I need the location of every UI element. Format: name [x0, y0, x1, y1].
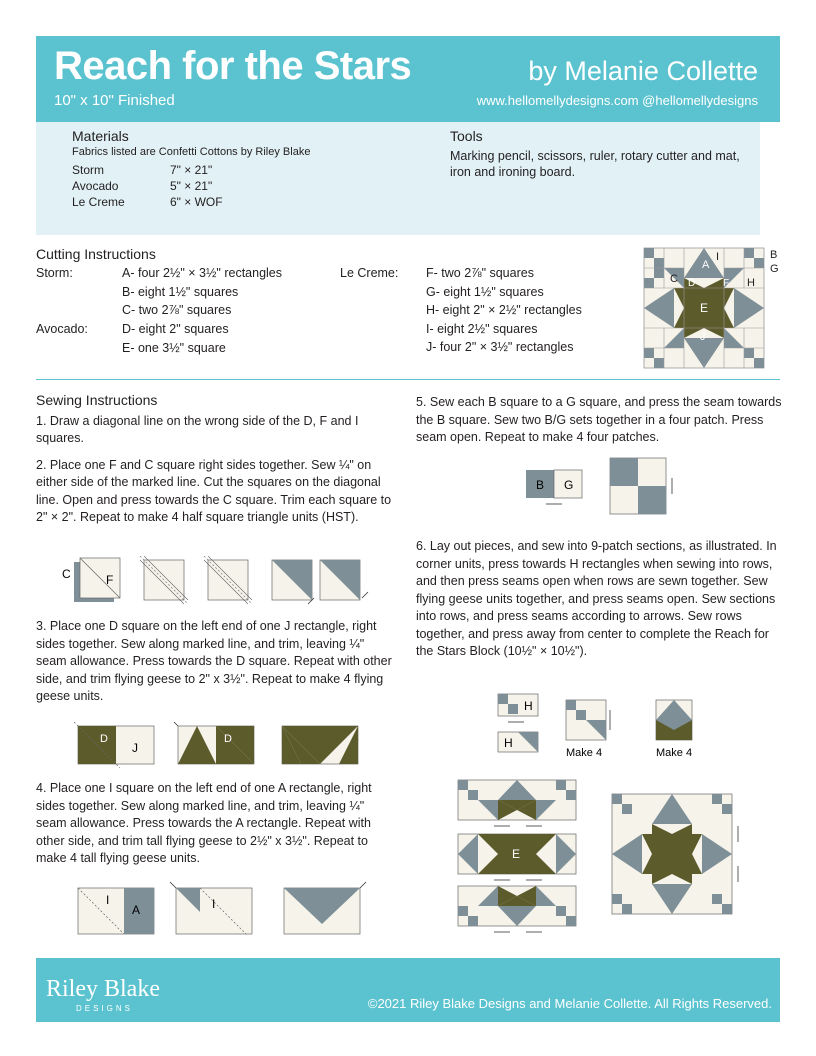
author-byline: by Melanie Collette	[528, 56, 758, 86]
label-f: F	[723, 278, 730, 289]
label-j: J	[132, 741, 138, 755]
materials-row	[72, 178, 310, 194]
step-4-block	[36, 780, 398, 877]
website-link[interactable]: www.hellomellydesigns.com @hellomellydesigns	[476, 93, 758, 108]
assembly-row-bottom	[458, 886, 576, 932]
cut-item: J- four 2" × 3½" rectangles	[426, 340, 574, 354]
riley-blake-logo: Riley Blake	[46, 976, 160, 1002]
cut-item: C- two 2⅞" squares	[122, 303, 232, 317]
copyright-text: ©2021 Riley Blake Designs and Melanie Collette. All Rights Reserved.	[367, 996, 772, 1011]
fabric-qty: 5" × 21"	[170, 179, 213, 193]
logo-subtext: DESIGNS	[76, 1004, 134, 1013]
assembly-row-top	[458, 780, 576, 826]
step-5: 5. Sew each B square to a G square, and press the seam towards the B square. Sew two B/G sets together in a four patch. Press seam open. Repeat to make 4 four patches.	[416, 395, 782, 444]
label-h: H	[524, 699, 533, 713]
materials-note: Fabrics listed are Confetti Cottons by Riley Blake	[72, 146, 311, 158]
tools-text: Marking pencil, scissors, ruler, rotary cutter and mat, iron and ironing board.	[450, 149, 740, 179]
cut-item: D- eight 2" squares	[122, 322, 229, 336]
label-i: I	[106, 893, 110, 907]
fabric-name: Le Creme	[72, 195, 125, 209]
step-2: 2. Place one F and C square right sides together. Sew ¼" on either side of the marked line. Cut the squares on the diagonal line. Open and press towards the C square. Trim each square to 2" × 2". Repeat to make 4 half square triangle units (HST).	[36, 457, 392, 524]
step4-diagram	[70, 880, 370, 938]
title-banner	[36, 36, 780, 122]
step6-assembly-diagram	[454, 776, 754, 936]
label-i: I	[212, 897, 216, 911]
page-title: Reach for the Stars	[54, 44, 412, 88]
label-e: E	[700, 301, 709, 315]
label-g: G	[770, 263, 779, 275]
label-j: J	[700, 331, 706, 343]
step-3-block	[36, 618, 398, 715]
step-4: 4. Place one I square on the left end of one A rectangle, right sides together. Sew along marked line, and trim, leaving ¼" seam allowance. Press towards the A rectangle. Repeat with other side, and trim tall flying geese to 2½" x 3½". Repeat to make 4 tall flying geese units.	[36, 781, 372, 865]
label-b: B	[536, 478, 545, 492]
label-b: B	[770, 249, 778, 261]
label-e: E	[512, 847, 521, 861]
materials-title: Materials	[72, 128, 129, 144]
avocado-cut-list	[122, 320, 229, 357]
sewing-title: Sewing Instructions	[36, 392, 158, 408]
step3-diagram	[70, 720, 370, 770]
tools-section	[450, 128, 750, 180]
section-divider	[36, 379, 780, 380]
step-6: 6. Lay out pieces, and sew into 9-patch sections, as illustrated. In corner units, press towards H rectangles when sewing into rows, and then press seams open when rows are sewn together. Sew flying geese units together, and press seams open. Sew sections into rows, and press seams according to arrows. Sew rows together, and press away from center to complete the Reach for the Stars Block (10½" × 10½").	[416, 539, 777, 658]
storm-cut-list	[122, 264, 282, 320]
materials-row	[72, 162, 310, 178]
label-a: A	[132, 903, 141, 917]
cut-item: B- eight 1½" squares	[122, 284, 239, 299]
cut-item: I- eight 2½" squares	[426, 321, 538, 336]
fabric-name: Storm	[72, 163, 105, 177]
label-h: H	[504, 736, 513, 750]
cut-item: E- one 3½" square	[122, 340, 226, 355]
label-f: F	[106, 573, 114, 587]
block-diagram	[642, 246, 782, 370]
fabric-qty: 6" × WOF	[170, 195, 223, 209]
materials-section	[72, 128, 310, 210]
cut-item: G- eight 1½" squares	[426, 284, 544, 299]
avocado-label: Avocado:	[36, 322, 88, 336]
make4-label: Make 4	[566, 747, 603, 759]
step-3: 3. Place one D square on the left end of one J rectangle, right sides together. Sew along marked line, and trim, leaving ¼" seam allowance. Press towards the D square. Repeat with other side, and trim flying geese to 2" x 3½". Repeat to make 4 flying geese units.	[36, 619, 392, 703]
label-a: A	[702, 259, 710, 271]
completed-block	[612, 794, 738, 914]
step2-diagram	[60, 556, 376, 610]
fabric-qty: 7" × 21"	[170, 163, 213, 177]
label-d: D	[688, 278, 696, 289]
cut-item: H- eight 2" × 2½" rectangles	[426, 303, 582, 317]
materials-panel	[36, 122, 760, 235]
step-1: 1. Draw a diagonal line on the wrong side of the D, F and I squares.	[36, 413, 359, 445]
step5-diagram	[524, 456, 684, 516]
label-h: H	[747, 277, 755, 289]
finished-size: 10" x 10" Finished	[54, 92, 175, 109]
lecreme-cut-list	[426, 264, 582, 357]
step6-units-diagram	[494, 690, 714, 760]
label-d: D	[224, 733, 232, 745]
cutting-title: Cutting Instructions	[36, 246, 156, 262]
tools-title: Tools	[450, 128, 483, 144]
label-c: C	[670, 273, 678, 285]
cut-item: F- two 2⅞" squares	[426, 266, 534, 280]
label-c: C	[62, 567, 71, 581]
sewing-left-column	[36, 392, 398, 536]
storm-label: Storm:	[36, 266, 73, 280]
cut-item: A- four 2½" × 3½" rectangles	[122, 266, 283, 280]
lecreme-label: Le Creme:	[340, 266, 399, 280]
sewing-right-column	[416, 394, 782, 456]
assembly-row-middle	[458, 834, 576, 880]
label-i: I	[716, 251, 720, 263]
make4-label: Make 4	[656, 747, 693, 759]
footer-banner	[36, 958, 780, 1022]
materials-row	[72, 194, 310, 210]
label-d: D	[100, 733, 108, 745]
step-6-block	[416, 538, 782, 670]
fabric-name: Avocado	[72, 179, 119, 193]
label-g: G	[564, 478, 574, 492]
